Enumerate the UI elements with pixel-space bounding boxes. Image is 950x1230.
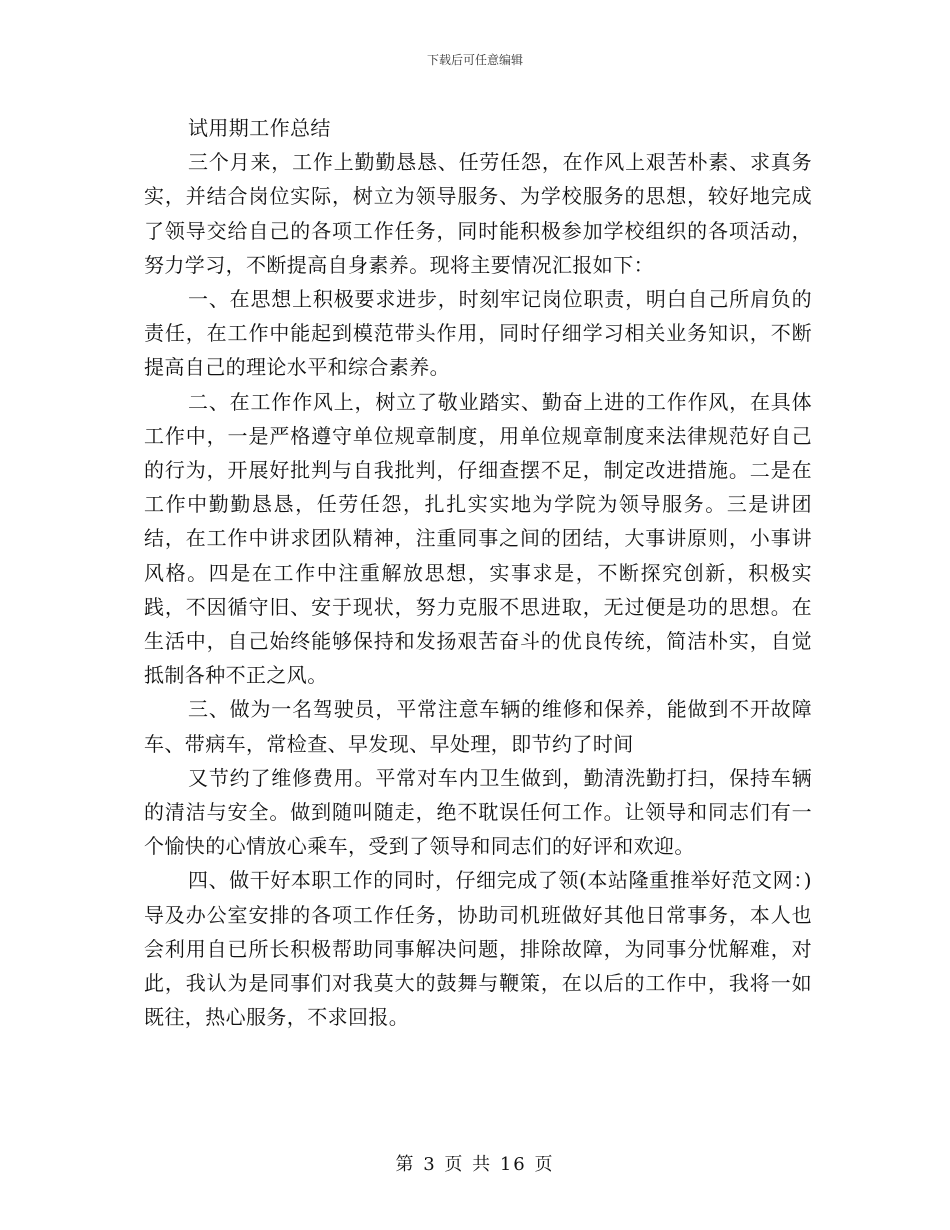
header-note: 下载后可任意编辑 xyxy=(426,53,523,67)
paragraph-section-3: 三、做为一名驾驶员，平常注意车辆的维修和保养，能做到不开故障车、带病车，常检查、早发现、早处理，即节约了时间 xyxy=(144,697,812,756)
page-number-footer: 第 3 页 共 16 页 xyxy=(395,1154,555,1175)
paragraph-section-3-continued: 又节约了维修费用。平常对车内卫生做到，勤清洗勤打扫，保持车辆的清洁与安全。做到随叫随走，绝不耽误任何工作。让领导和同志们有一个愉快的心情放心乘车，受到了领导和同志们的好评和欢迎。 xyxy=(144,765,812,859)
paragraph-section-2: 二、在工作作风上，树立了敬业踏实、勤奋上进的工作作风，在具体工作中，一是严格遵守单位规章制度，用单位规章制度来法律规范好自己的行为，开展好批判与自我批判，仔细查摆不足，制定改进措施。二是在工作中勤勤恳恳，任劳任怨，扎扎实实地为学院为领导服务。三是讲团结，在工作中讲求团队精神，注重同事之间的团结，大事讲原则，小事讲风格。四是在工作中注重解放思想，实事求是，不断探究创新，积极实践，不因循守旧、安于现状，努力克服不思进取，无过便是功的思想。在生活中，自己始终能够保持和发扬艰苦奋斗的优良传统，简洁朴实，自觉抵制各种不正之风。 xyxy=(144,389,812,688)
paragraph-section-4: 四、做干好本职工作的同时，仔细完成了领(本站隆重推举好范文网：)导及办公室安排的各项工作任务，协助司机班做好其他日常事务，本人也会利用自已所长积极帮助同事解决问题，排除故障，为同事分忧解难，对此，我认为是同事们对我莫大的鼓舞与鞭策，在以后的工作中，我将一如既往，热心服务，不求回报。 xyxy=(144,868,812,1030)
document-title: 试用期工作总结 xyxy=(188,116,331,140)
document-body xyxy=(144,111,812,1034)
paragraph-section-1: 一、在思想上积极要求进步，时刻牢记岗位职责，明白自己所肩负的责任，在工作中能起到模范带头作用，同时仔细学习相关业务知识，不断提高自己的理论水平和综合素养。 xyxy=(144,287,812,380)
paragraph-intro: 三个月来，工作上勤勤恳恳、任劳任怨，在作风上艰苦朴素、求真务实，并结合岗位实际，树立为领导服务、为学校服务的思想，较好地完成了领导交给自己的各项工作任务，同时能积极参加学校组织的各项活动，努力学习，不断提高自身素养。现将主要情况汇报如下： xyxy=(144,150,812,277)
